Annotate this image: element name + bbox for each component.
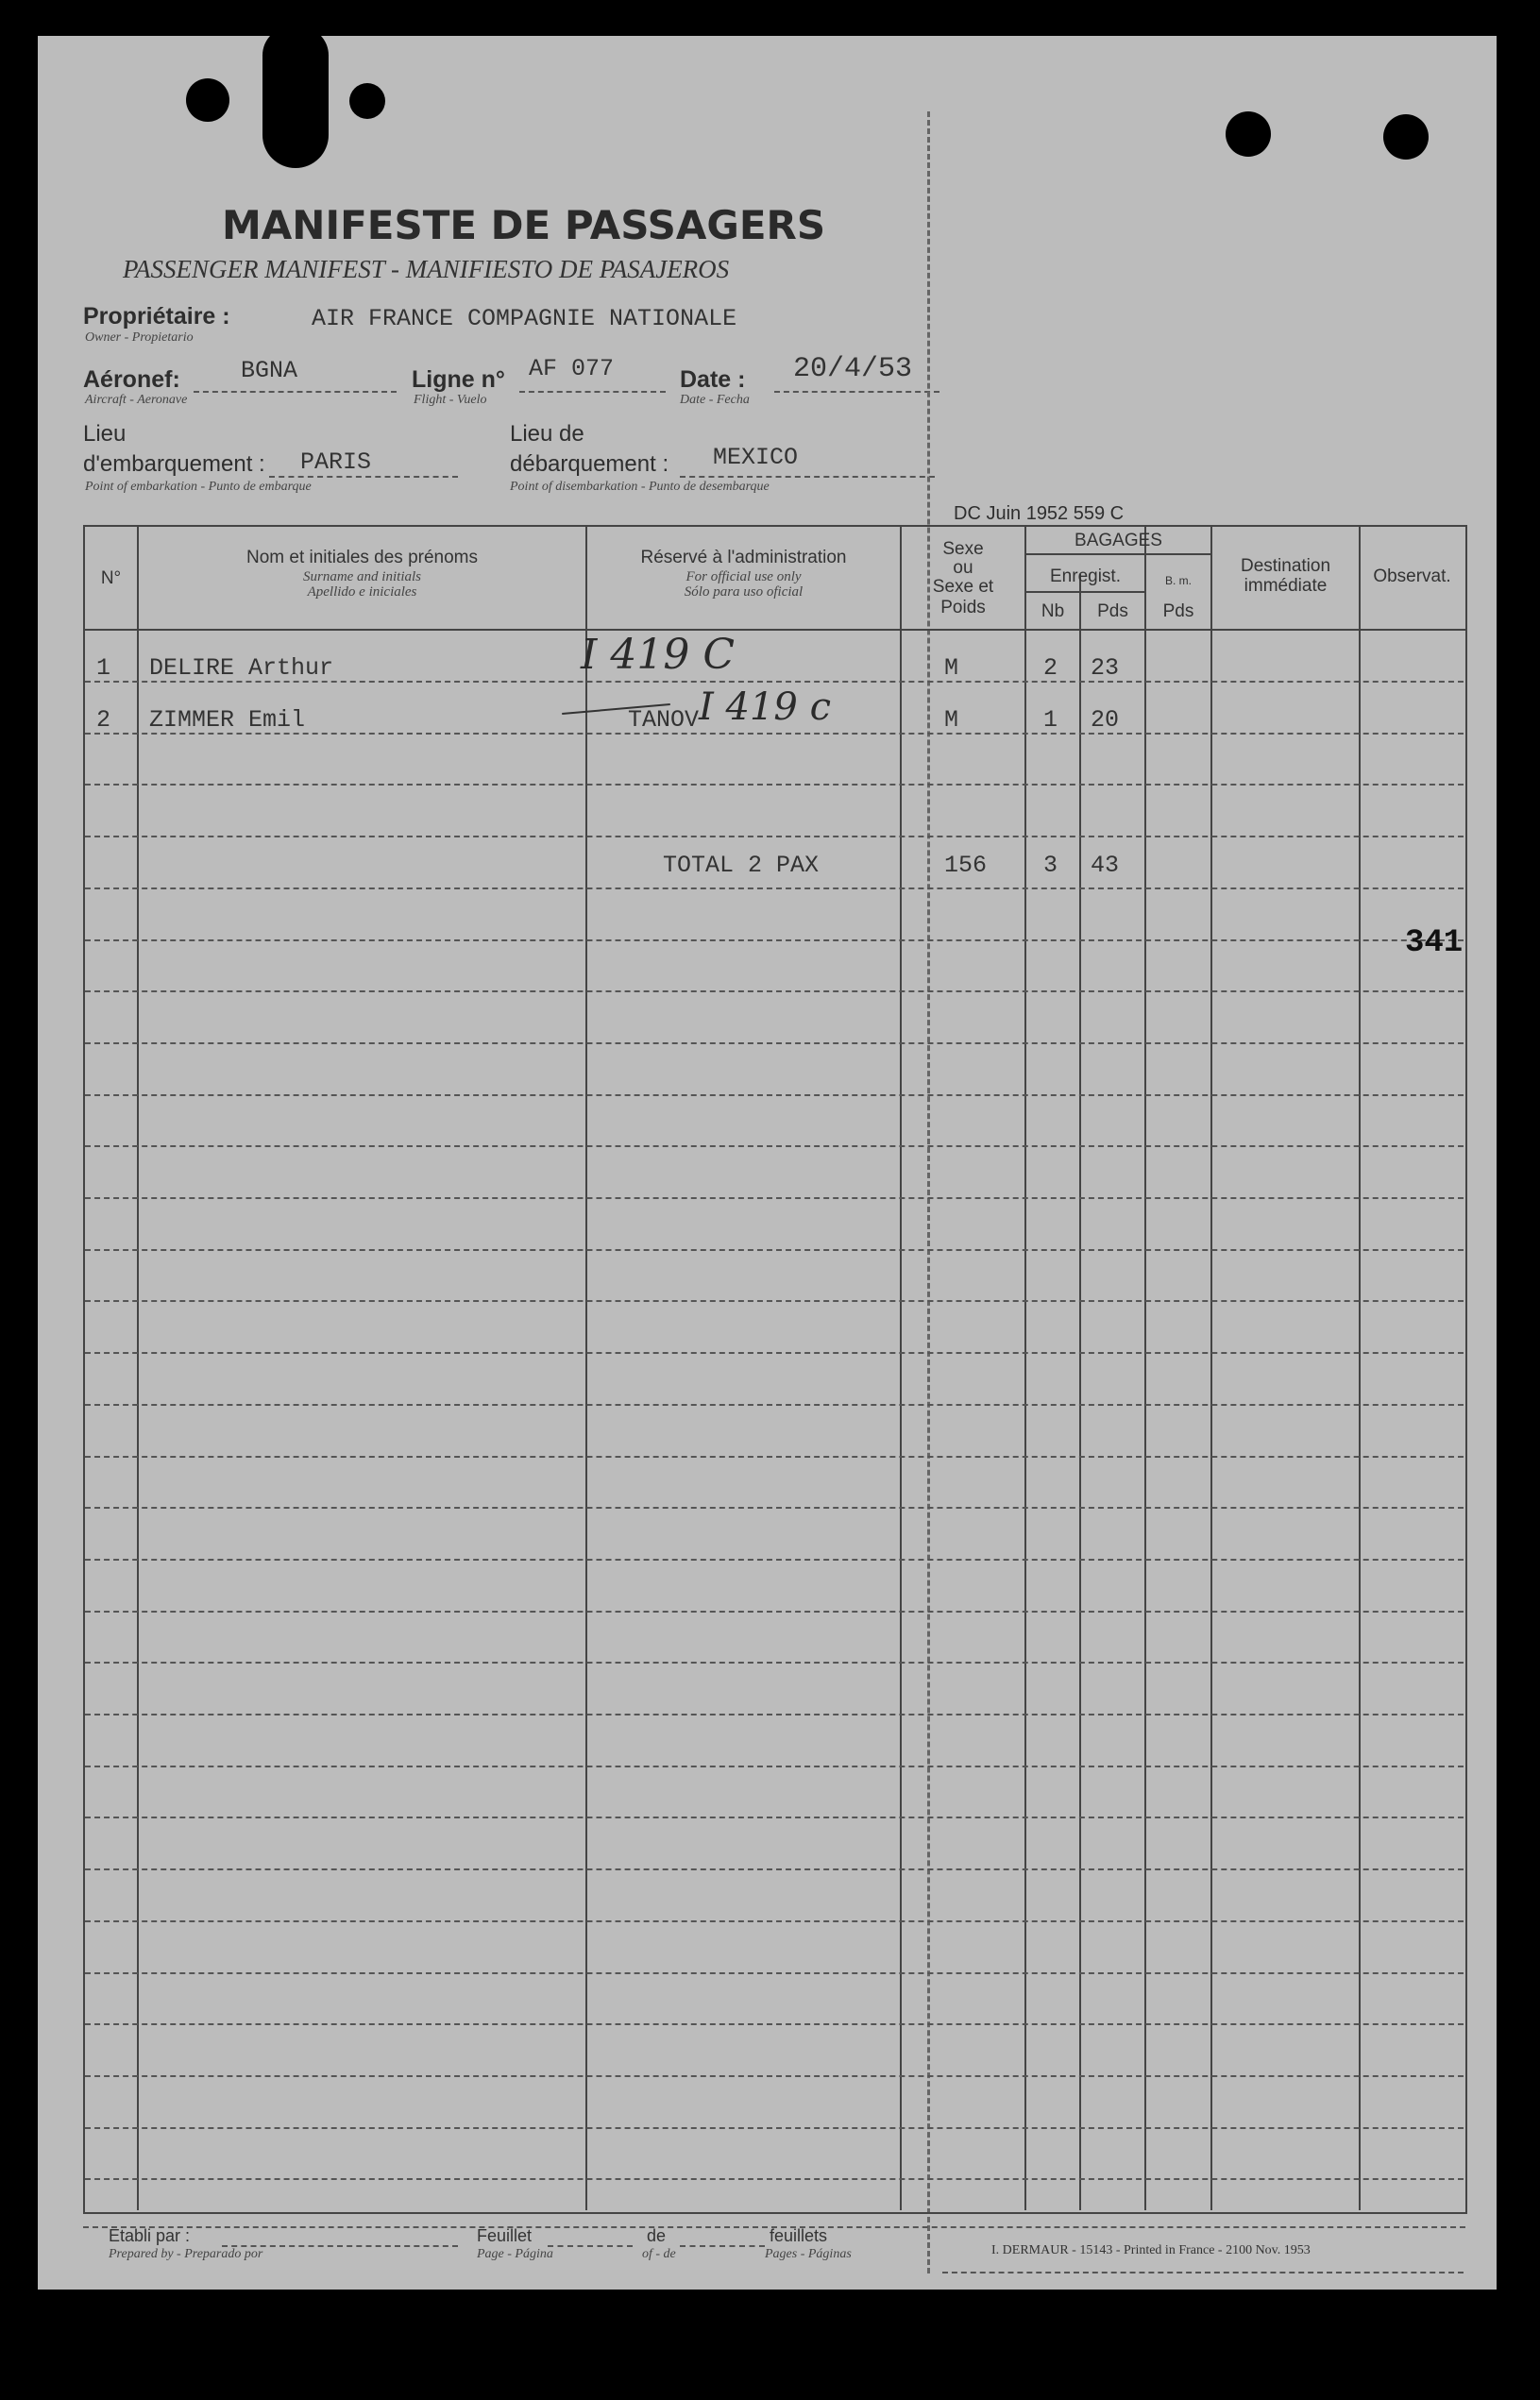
owner-sublabel: Owner - Propietario xyxy=(85,330,194,345)
row-rule xyxy=(85,1249,1464,1251)
col-sex-4: Poids xyxy=(940,598,986,617)
page-title: MANIFESTE DE PASSAGERS xyxy=(222,202,826,248)
row-1-no: 1 xyxy=(96,654,111,682)
col-admin-sub-2: Sólo para uso oficial xyxy=(684,584,804,600)
row-1-handwritten: I 419 C xyxy=(581,631,736,679)
row-rule xyxy=(85,1662,1464,1664)
flight-label: Ligne n° xyxy=(412,366,505,393)
manifest-table xyxy=(83,525,1467,2214)
aircraft-sublabel: Aircraft - Aeronave xyxy=(85,393,188,407)
row-rule xyxy=(85,1404,1464,1406)
row-rule xyxy=(85,1972,1464,1974)
of-sublabel: of - de xyxy=(642,2247,676,2261)
row-rule xyxy=(85,1300,1464,1302)
row-rule xyxy=(85,1197,1464,1199)
row-rule xyxy=(85,784,1464,786)
row-2-sex: M xyxy=(944,706,959,734)
row-rule xyxy=(85,1042,1464,1044)
col-sex-3: Sexe et xyxy=(932,577,994,597)
row-rule xyxy=(85,2023,1464,2025)
col-hand-baggage: B. m. xyxy=(1164,574,1192,587)
date-value: 20/4/53 xyxy=(793,353,913,385)
row-rule xyxy=(85,1559,1464,1561)
col-pds: Pds xyxy=(1097,601,1128,621)
row-rule xyxy=(85,939,1464,941)
page-subtitle: PASSENGER MANIFEST - MANIFIESTO DE PASAJEROS xyxy=(123,255,730,283)
sheet-sublabel: Page - Página xyxy=(477,2247,553,2261)
row-rule xyxy=(85,1817,1464,1818)
sheets-sublabel: Pages - Páginas xyxy=(765,2247,852,2261)
row-rule xyxy=(85,1145,1464,1147)
col-destination-1: Destination xyxy=(1240,556,1331,576)
embark-sublabel: Point of embarkation - Punto de embarque xyxy=(85,480,312,494)
form-code: DC Juin 1952 559 C xyxy=(954,503,1125,524)
row-rule xyxy=(85,1920,1464,1922)
flight-value: AF 077 xyxy=(529,355,615,382)
embark-value: PARIS xyxy=(300,448,372,476)
row-1-sex: M xyxy=(944,654,959,682)
col-name-sub-2: Apellido e iniciales xyxy=(307,584,417,600)
row-2-name: ZIMMER Emil xyxy=(149,706,306,734)
stamp-number: 341 xyxy=(1405,925,1464,961)
row-rule xyxy=(85,1611,1464,1613)
total-label: TOTAL 2 PAX xyxy=(663,852,820,879)
col-registered: Enregist. xyxy=(1050,566,1121,586)
disembark-label-2: débarquement : xyxy=(510,451,669,477)
col-destination-2: immédiate xyxy=(1244,576,1328,596)
row-rule xyxy=(85,1766,1464,1767)
row-rule xyxy=(85,2127,1464,2129)
row-2-handwritten: I 419 c xyxy=(699,685,831,729)
sheets-label: feuillets xyxy=(770,2226,828,2245)
row-rule xyxy=(85,1507,1464,1509)
col-name: Nom et initiales des prénoms xyxy=(246,548,478,567)
date-sublabel: Date - Fecha xyxy=(680,393,750,407)
col-pds-2: Pds xyxy=(1162,601,1194,621)
row-2-admin: TANOV xyxy=(628,706,700,734)
embark-label-2: d'embarquement : xyxy=(83,451,265,477)
prepared-sublabel: Prepared by - Preparado por xyxy=(109,2247,263,2261)
col-admin-sub-1: For official use only xyxy=(685,569,802,584)
row-1-name: DELIRE Arthur xyxy=(149,654,334,682)
row-2-pds: 20 xyxy=(1091,706,1120,734)
printer-line: I. DERMAUR - 15143 - Printed in France - 2100 Nov. 1953 xyxy=(991,2243,1311,2257)
col-admin: Réservé à l'administration xyxy=(640,548,847,567)
disembark-label-1: Lieu de xyxy=(510,421,584,447)
embark-label-1: Lieu xyxy=(83,421,127,447)
punch-hole-right-1 xyxy=(1226,111,1271,157)
col-sex-1: Sexe xyxy=(942,539,984,559)
row-1-nb: 2 xyxy=(1043,654,1058,682)
col-name-sub-1: Surname and initials xyxy=(302,569,421,584)
total-pds: 43 xyxy=(1091,852,1120,879)
total-nb: 3 xyxy=(1043,852,1058,879)
row-rule xyxy=(85,2178,1464,2180)
col-no: N° xyxy=(100,568,122,588)
col-sex-2: ou xyxy=(953,558,973,578)
row-rule xyxy=(85,2075,1464,2077)
row-2-nb: 1 xyxy=(1043,706,1058,734)
disembark-sublabel: Point of disembarkation - Punto de desembarque xyxy=(510,480,770,494)
disembark-value: MEXICO xyxy=(713,444,799,471)
prepared-label: Etabli par : xyxy=(109,2226,191,2245)
manifest-sheet xyxy=(38,36,1497,2290)
row-rule xyxy=(85,990,1464,992)
row-2-no: 2 xyxy=(96,706,111,734)
date-label: Date : xyxy=(680,366,746,393)
punch-hole-left-2 xyxy=(349,83,385,119)
punch-hole-right-2 xyxy=(1383,114,1429,160)
col-baggage: BAGAGES xyxy=(1075,531,1162,550)
punch-hole-left xyxy=(186,78,229,122)
row-1-pds: 23 xyxy=(1091,654,1120,682)
aircraft-label: Aéronef: xyxy=(83,366,180,393)
of-label: de xyxy=(647,2226,667,2245)
row-rule xyxy=(85,1456,1464,1458)
col-nb: Nb xyxy=(1041,601,1065,621)
row-rule xyxy=(85,1868,1464,1870)
aircraft-value: BGNA xyxy=(241,357,298,384)
col-observ: Observat. xyxy=(1373,566,1451,586)
total-sex: 156 xyxy=(944,852,988,879)
row-rule xyxy=(85,1352,1464,1354)
row-rule xyxy=(85,836,1464,837)
row-rule xyxy=(85,1094,1464,1096)
sheet-label: Feuillet xyxy=(477,2226,533,2245)
owner-label: Propriétaire : xyxy=(83,303,230,330)
flight-sublabel: Flight - Vuelo xyxy=(414,393,487,407)
row-rule xyxy=(85,1714,1464,1715)
owner-value: AIR FRANCE COMPAGNIE NATIONALE xyxy=(312,305,737,332)
row-rule xyxy=(85,887,1464,889)
ink-blot xyxy=(262,26,329,168)
